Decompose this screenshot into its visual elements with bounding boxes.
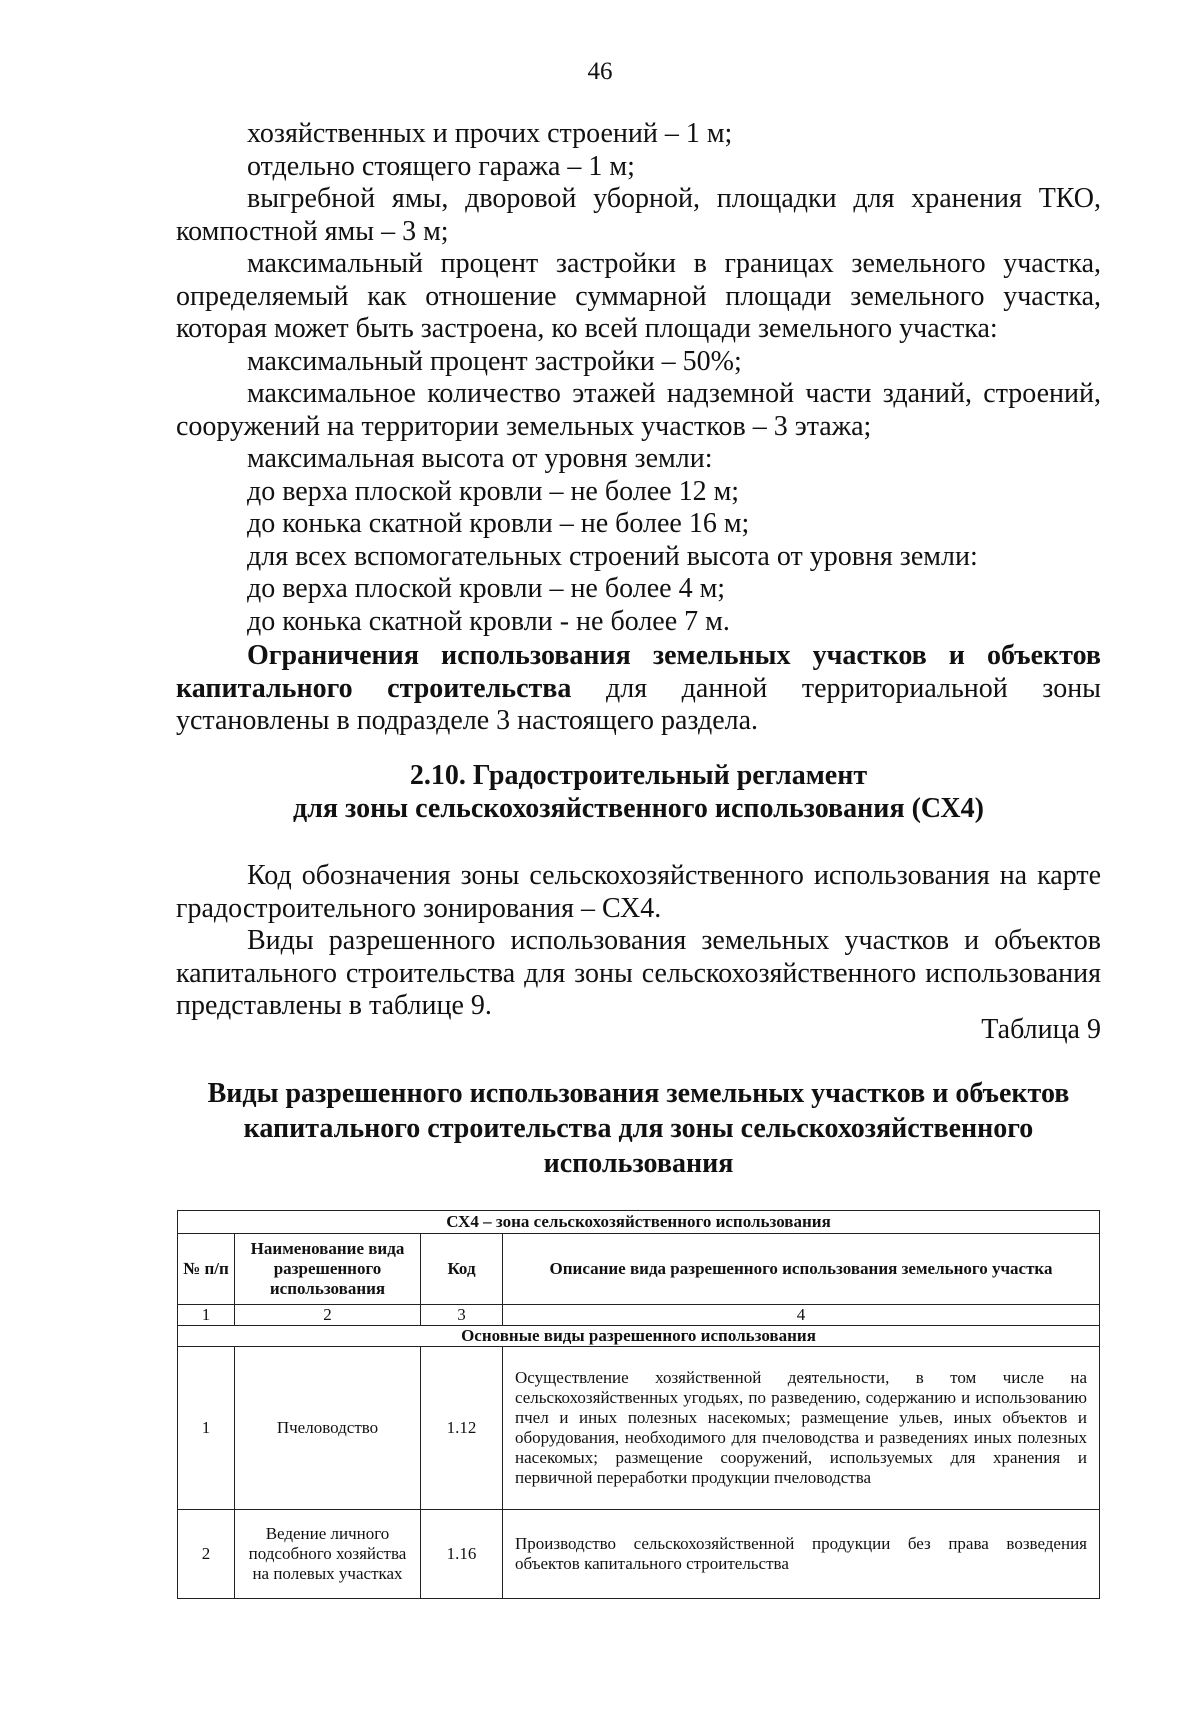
row-number: 1 [178,1347,235,1510]
table-title-line1: Виды разрешенного использования земельных участков и объектов [207,1078,1070,1109]
group-label: Основные виды разрешенного использования [178,1326,1100,1347]
column-number-row [178,1305,1100,1326]
intro-paragraph: Код обозначения зоны сельскохозяйственного использования на карте градостроительного зонирования – СХ4. [176,860,1101,924]
page-number: 46 [587,58,613,85]
table-title-line3: использования [543,1148,734,1179]
column-number: 1 [178,1305,235,1326]
row-code: 1.16 [421,1510,503,1599]
row-name: Ведение личного подсобного хозяйства на полевых участках [235,1510,421,1599]
body-text [176,118,1101,738]
regulation-table [177,1210,1100,1599]
restrictions-rest: для данной территориальной зоны установлены в подразделе 3 настоящего раздела. [176,672,1101,736]
restrictions-paragraph [176,640,1101,738]
paragraph: для всех вспомогательных строений высота от уровня земли: [247,540,978,572]
restrictions-bold: Ограничения использования земельных участков и объектов капитального строительства [176,640,1101,704]
table-row [178,1347,1100,1510]
header-code: Код [421,1234,503,1305]
column-number: 2 [235,1305,421,1326]
intro-text [176,860,1101,1023]
paragraph: отдельно стоящего гаража – 1 м; [247,150,635,182]
paragraph: хозяйственных и прочих строений – 1 м; [247,118,733,149]
table-title [176,1076,1101,1181]
section-title-line1: 2.10. Градостроительный регламент [409,760,868,791]
row-name: Пчеловодство [235,1347,421,1510]
section-heading [176,759,1101,825]
row-code: 1.12 [421,1347,503,1510]
paragraph: максимальное количество этажей надземной части зданий, строений, сооружений на территории земельных участков – 3 этажа; [176,378,1101,442]
header-description: Описание вида разрешенного использования земельного участка [503,1234,1100,1305]
paragraph: максимальная высота от уровня земли: [247,443,713,474]
table-group-row [178,1326,1100,1347]
paragraph: до конька скатной кровли – не более 16 м; [247,508,750,539]
table-caption: Таблица 9 [981,1014,1101,1045]
header-name: Наименование вида разрешенного использования [235,1234,421,1305]
paragraph: максимальный процент застройки в границах земельного участка, определяемый как отношение суммарной площади земельного участка, которая может быть застроена, ко всей площади земельного участка: [176,248,1101,344]
column-number: 3 [421,1305,503,1326]
paragraph: до конька скатной кровли - не более 7 м. [247,605,730,637]
paragraph: до верха плоской кровли – не более 4 м; [247,573,726,604]
paragraph: до верха плоской кровли – не более 12 м; [247,475,740,507]
row-description: Производство сельскохозяйственной продукции без права возведения объектов капитального строительства [503,1510,1100,1599]
row-number: 2 [178,1510,235,1599]
table-zone-row [178,1211,1100,1234]
row-description: Осуществление хозяйственной деятельности, в том числе на сельскохозяйственных угодьях, по разведению, содержанию и использованию пчел и иных полезных насекомых; размещение ульев, иных объектов и оборудования, необходимого для пчеловодства и разведениях иных полезных насекомых; размещение сооружений, используемых для хранения и первичной переработки продукции пчеловодства [503,1347,1100,1510]
column-number: 4 [503,1305,1100,1326]
paragraph: выгребной ямы, дворовой уборной, площадки для хранения ТКО, компостной ямы – 3 м; [176,183,1101,247]
section-title-line2: для зоны сельскохозяйственного использования (СХ4) [293,793,984,824]
header-number: № п/п [178,1234,235,1305]
table-header-row [178,1234,1100,1305]
intro-paragraph: Виды разрешенного использования земельных участков и объектов капитального строительства для зоны сельскохозяйственного использования представлены в таблице 9. [176,925,1101,1021]
table-title-line2: капитального строительства для зоны сельскохозяйственного [243,1113,1034,1144]
table-row [178,1510,1100,1599]
paragraph: максимальный процент застройки – 50%; [247,345,742,377]
zone-header: СХ4 – зона сельскохозяйственного использования [178,1211,1100,1234]
